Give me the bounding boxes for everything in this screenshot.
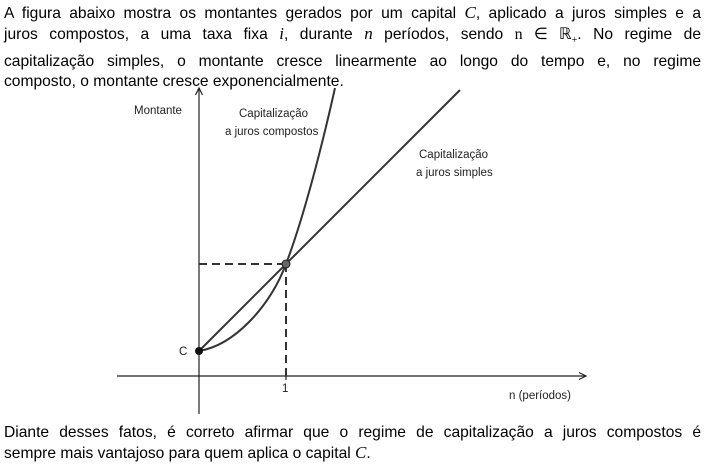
intro-text: , aplicado a juros simples e a xyxy=(475,5,701,22)
intro-text: , durante xyxy=(283,26,365,44)
intro-text: juros compostos, a uma taxa fixa xyxy=(4,26,280,44)
set-text: n ∈ ℝ xyxy=(514,26,572,44)
intro-text: A figura abaixo mostra os montantes gerados por um capital xyxy=(4,5,465,22)
tick-label: 1 xyxy=(282,383,289,395)
simple-label-line-2: a juros simples xyxy=(416,167,493,179)
capital-symbol: C xyxy=(355,443,367,463)
y-axis-label: Montante xyxy=(134,105,182,117)
compound-label-line-2: a juros compostos xyxy=(225,126,319,138)
conclusion-text: sempre mais vantajoso para quem aplica o capital xyxy=(4,445,356,463)
rate-symbol: i xyxy=(279,24,284,44)
origin-label: C xyxy=(179,346,188,358)
intersection-point xyxy=(282,260,290,268)
conclusion-text: . xyxy=(366,445,371,463)
intro-text: . No regime de xyxy=(577,26,702,44)
simple-label-line-1: Capitalização xyxy=(419,149,489,161)
intro-line-4: composto, o montante cresce exponencialmente. xyxy=(4,73,344,91)
capital-symbol: C xyxy=(464,3,476,22)
set-subscript: + xyxy=(571,35,578,47)
conclusion-line-1: Diante desses fatos, é correto afirmar que o regime de capitalização a juros compostos é xyxy=(4,424,701,441)
intro-text: períodos, sendo xyxy=(372,26,515,44)
intro-line-3: capitalização simples, o montante cresce linearmente ao longo do tempo e, no regime xyxy=(4,53,701,70)
capital-point xyxy=(195,347,203,355)
period-symbol: n xyxy=(364,24,373,44)
conclusion-paragraph xyxy=(4,423,701,465)
compound-label-line-1: Capitalização xyxy=(239,108,309,120)
x-axis-label: n (períodos) xyxy=(509,390,572,402)
conclusion-line-2 xyxy=(4,443,701,464)
